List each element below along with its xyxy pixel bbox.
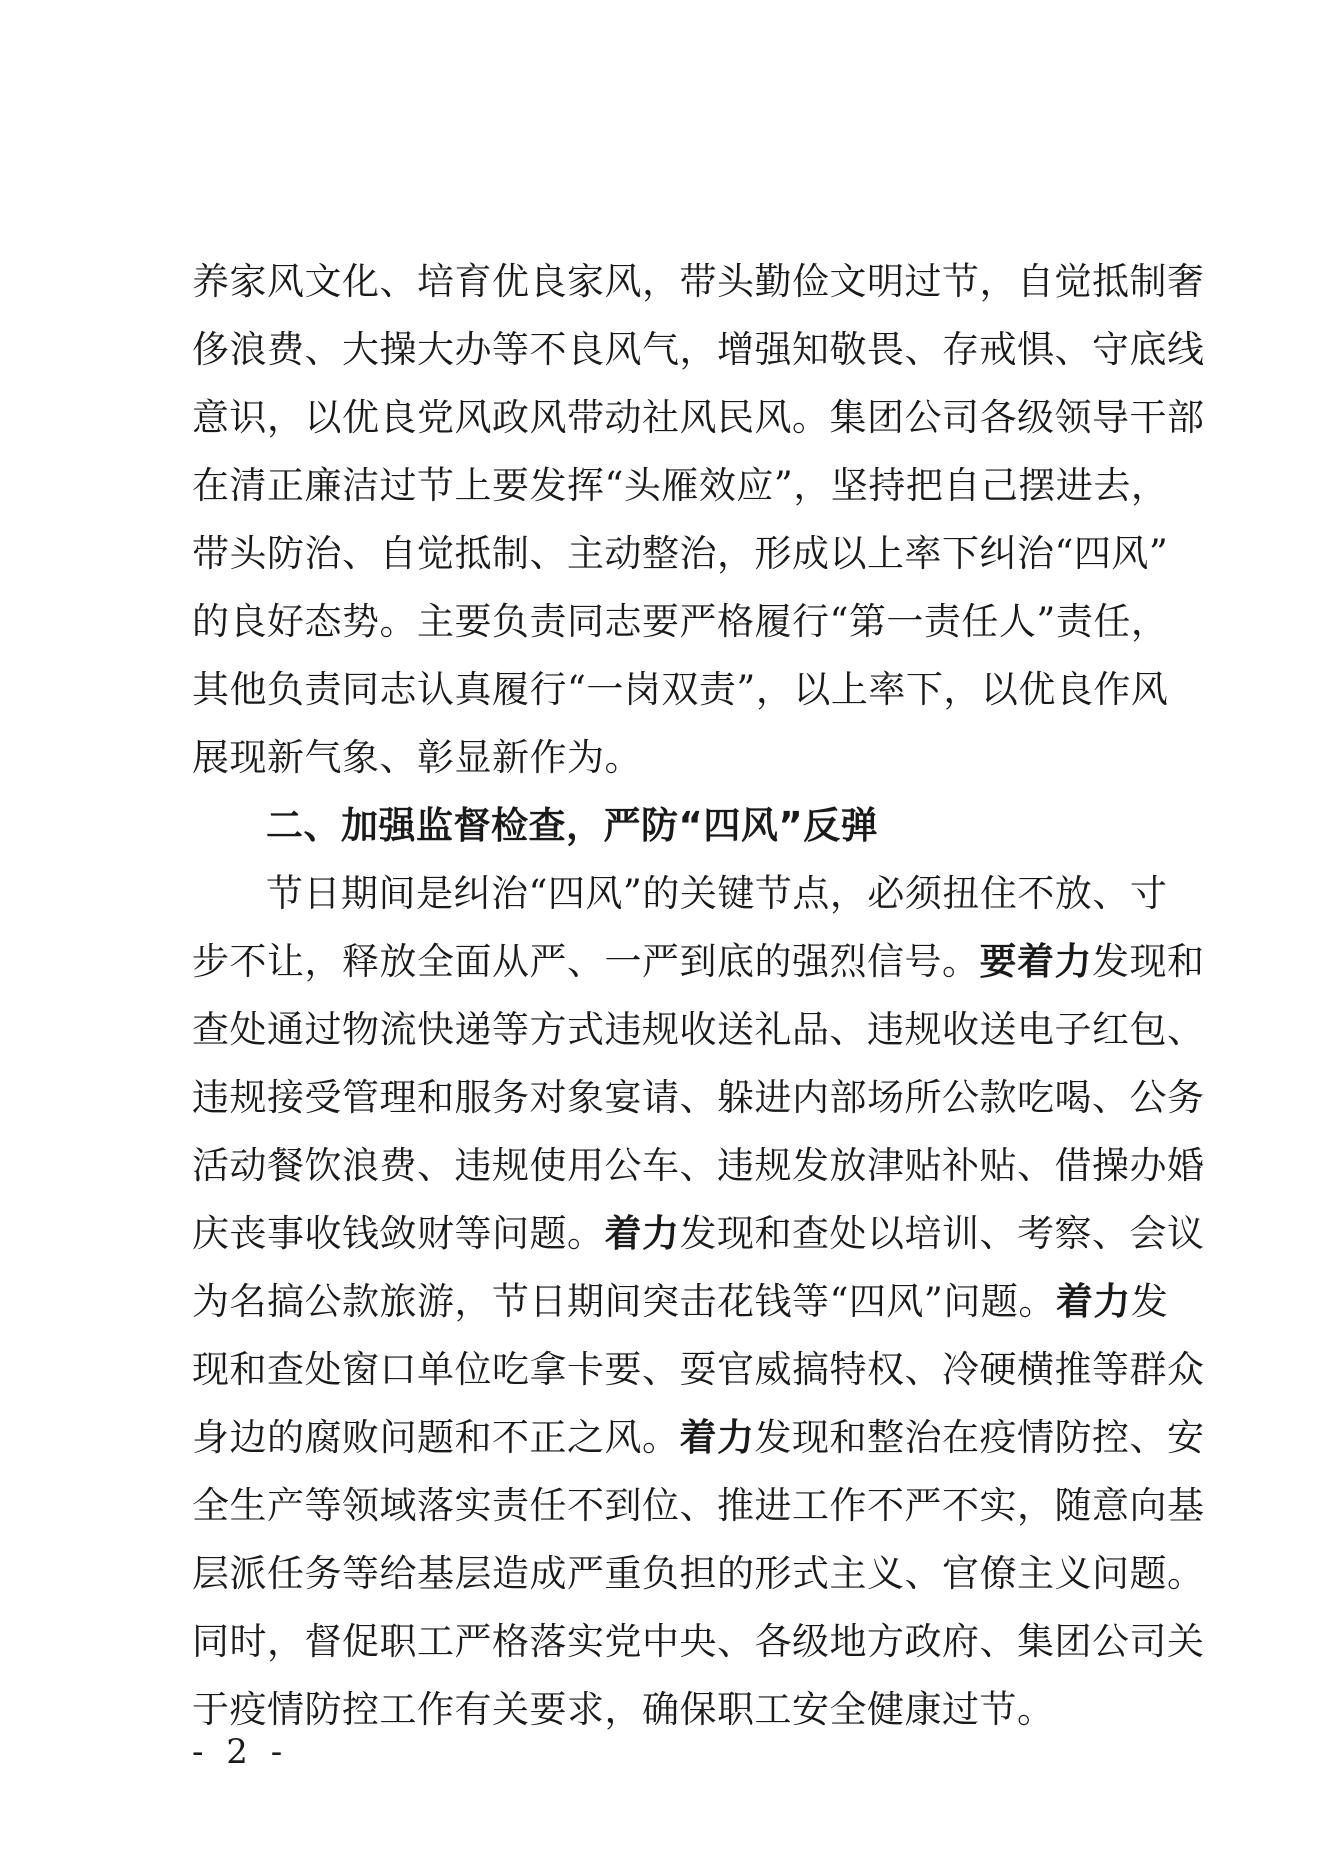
paragraph-line: 层派任务等给基层造成严重负担的形式主义、官僚主义问题。 [192,1552,1205,1595]
text-run: 身边的腐败问题和不正之风。 [192,1416,680,1459]
text-run: 发现和 [1092,940,1205,983]
paragraph-line: 全生产等领域落实责任不到位、推进工作不严不实，随意向基 [192,1484,1205,1527]
paragraph-line [192,1268,1169,1336]
paragraph-line: 养家风文化、培育优良家风，带头勤俭文明过节，自觉抵制奢 [192,260,1205,303]
text-run: 步不让，释放全面从严、一严到底的强烈信号。 [192,940,980,983]
paragraph-line: 其他负责同志认真履行“一岗双责”，以上率下，以优良作风 [192,668,1169,711]
paragraph-line: 违规接受管理和服务对象宴请、躲进内部场所公款吃喝、公务 [192,1076,1205,1119]
emphasis-text: 着力 [1055,1280,1131,1323]
paragraph-line [192,1404,1205,1472]
paragraph-line: 活动餐饮浪费、违规使用公车、违规发放津贴补贴、借操办婚 [192,1144,1205,1187]
paragraph-line: 查处通过物流快递等方式违规收送礼品、违规收送电子红包、 [192,1008,1205,1051]
text-run: 发 [1130,1280,1169,1323]
paragraph-line: 展现新气象、彰显新作为。 [192,736,642,779]
paragraph-line: 同时，督促职工严格落实党中央、各级地方政府、集团公司关 [192,1620,1205,1663]
emphasis-text: 着力 [604,1212,680,1255]
text-run: 庆丧事收钱敛财等问题。 [192,1212,605,1255]
emphasis-text: 着力 [679,1416,755,1459]
paragraph-line: 在清正廉洁过节上要发挥“头雁效应”，坚持把自己摆进去， [192,464,1169,507]
text-run: 为名搞公款旅游，节日期间突击花钱等“四风”问题。 [192,1280,1056,1323]
paragraph-line: 意识，以优良党风政风带动社风民风。集团公司各级领导干部 [192,396,1205,439]
section-heading: 二、加强监督检查，严防“四风”反弹 [266,804,879,847]
paragraph-line: 侈浪费、大操大办等不良风气，增强知敬畏、存戒惧、守底线 [192,328,1205,371]
paragraph-line: 现和查处窗口单位吃拿卡要、耍官威搞特权、冷硬横推等群众 [192,1348,1205,1391]
emphasis-text: 要着力 [979,940,1092,983]
paragraph-line: 的良好态势。主要负责同志要严格履行“第一责任人”责任， [192,600,1169,643]
paragraph-line: 节日期间是纠治“四风”的关键节点，必须扭住不放、寸 [266,872,1168,915]
text-run: 发现和查处以培训、考察、会议 [679,1212,1205,1255]
body-text [192,248,1205,1744]
page-number: - 2 - [192,1732,289,1772]
text-run: 发现和整治在疫情防控、安 [754,1416,1205,1459]
paragraph-line [192,928,1205,996]
paragraph-line [192,1200,1205,1268]
paragraph-line: 带头防治、自觉抵制、主动整治，形成以上率下纠治“四风” [192,532,1169,575]
paragraph-line: 于疫情防控工作有关要求，确保职工安全健康过节。 [192,1688,1055,1731]
